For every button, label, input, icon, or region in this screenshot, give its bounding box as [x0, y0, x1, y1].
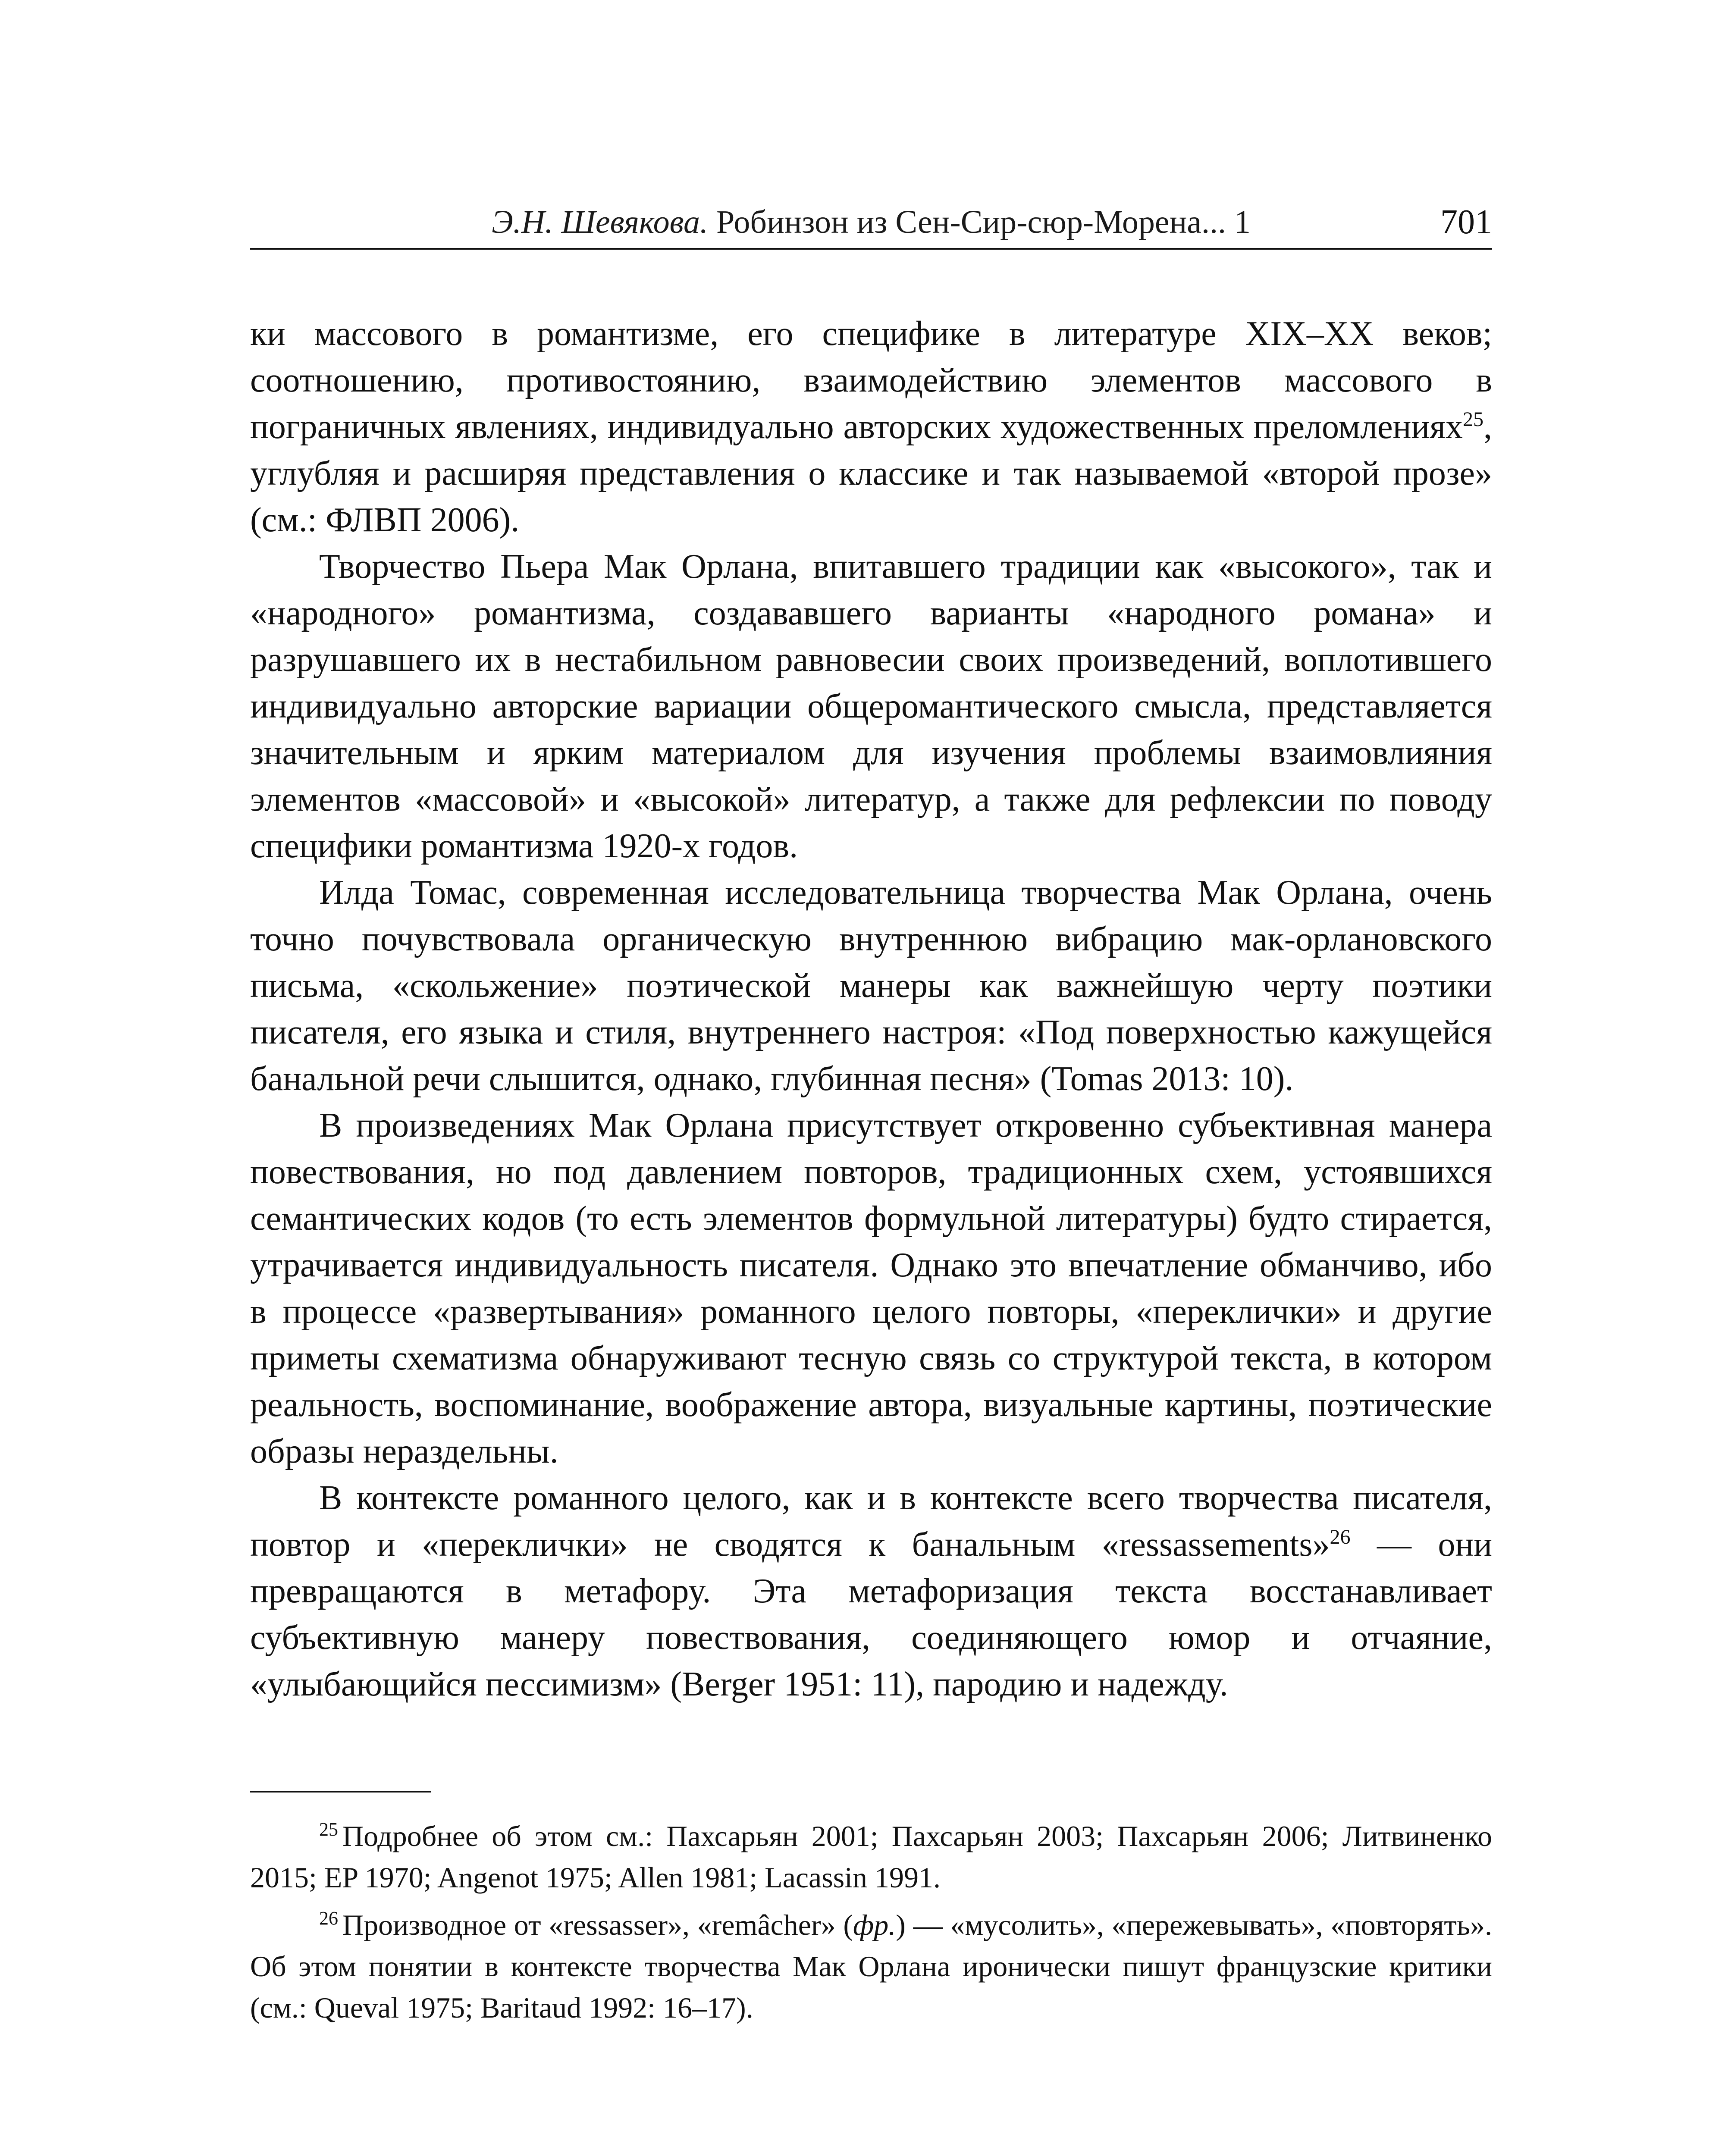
- paragraph: [250, 1475, 1492, 1708]
- paragraph: Творчество Пьера Мак Орлана, впитавшего традиции как «высокого», так и «народного» романтизма, создававшего варианты «народного романа» и разрушавшего их в нестабильном равновесии своих произведений, воплотившего индивидуально авторские вариации общеромантического смысла, представляется значительным и ярким материалом для изучения проблемы взаимовлияния элементов «массовой» и «высокой» литератур, а также для рефлексии по поводу специфики романтизма 1920-х годов.: [250, 548, 1492, 865]
- header-author: Э.Н. Шевякова.: [491, 204, 709, 240]
- paragraph-text: — они превращаются в метафору. Эта метафоризация текста восстанавливает субъективную манеру повествования, соединяющего юмор и отчаяние, «улыбающийся пессимизм» (Berger 1951: 11), пародию и надежду.: [250, 1526, 1493, 1703]
- footnote-text: Производное от «ressasser», «remâcher» (: [342, 1908, 853, 1941]
- footnote-separator: [250, 1791, 431, 1792]
- footnote-text: Подробнее об этом см.: Пахсарьян 2001; Пахсарьян 2003; Пахсарьян 2006; Литвиненко 2015; EP 1970; Angenot 1975; Allen 1981; Lacassin 1991.: [250, 1820, 1492, 1894]
- paragraph-text: , углубляя и расширяя представления о классике и так называемой «второй прозе» (см.: ФЛВП 2006).: [250, 408, 1492, 539]
- footnote-number: 26: [319, 1908, 338, 1929]
- footnote-25: [250, 1815, 1492, 1898]
- paragraph: Илда Томас, современная исследовательница творчества Мак Орлана, очень точно почувствовала органическую внутреннюю вибрацию мак-орлановского письма, «скольжение» поэтической манеры как важнейшую черту поэтики писателя, его языка и стиля, внутреннего настроя: «Под поверхностью кажущейся банальной речи слышится, однако, глубинная песня» (Tomas 2013: 10).: [250, 874, 1492, 1098]
- footnote-number: 25: [319, 1819, 338, 1840]
- main-text: [250, 310, 1492, 1708]
- running-title: [250, 201, 1492, 244]
- footnote-26: [250, 1904, 1492, 2028]
- footnotes: [250, 1815, 1492, 2034]
- paragraph-continued: [250, 310, 1492, 543]
- footnote-ref-26[interactable]: 26: [1330, 1526, 1351, 1548]
- paragraph-text: ки массового в романтизме, его специфике в литературе XIX–XX веков; соотношению, противостоянию, взаимодействию элементов массового в пограничных явлениях, индивидуально авторских художественных преломлениях: [250, 315, 1492, 446]
- footnote-italic-abbrev: фр.: [853, 1908, 896, 1941]
- footnote-ref-25[interactable]: 25: [1463, 408, 1484, 431]
- page-number: 701: [1440, 203, 1492, 241]
- running-header: [250, 201, 1492, 250]
- header-title: Робинзон из Сен-Сир-сюр-Морена... 1: [716, 204, 1251, 240]
- paragraph-text: В контексте романного целого, как и в контексте всего творчества писателя, повтор и «переклички» не сводятся к банальным «ressassements»: [250, 1479, 1492, 1564]
- paragraph: В произведениях Мак Орлана присутствует откровенно субъективная манера повествования, но под давлением повторов, традиционных схем, устоявшихся семантических кодов (то есть элементов формульной литературы) будто стирается, утрачивается индивидуальность писателя. Однако это впечатление обманчиво, ибо в процессе «развертывания» романного целого повторы, «переклички» и другие приметы схематизма обнаруживают тесную связь со структурой текста, в котором реальность, воспоминание, воображение автора, визуальные картины, поэтические образы нераздельны.: [250, 1106, 1492, 1470]
- footnote-text: ) — «мусолить», «пережевывать», «повторять». Об этом понятии в контексте творчества Мак Орлана иронически пишут французские критики (см.: Queval 1975; Baritaud 1992: 16–17).: [250, 1908, 1492, 2024]
